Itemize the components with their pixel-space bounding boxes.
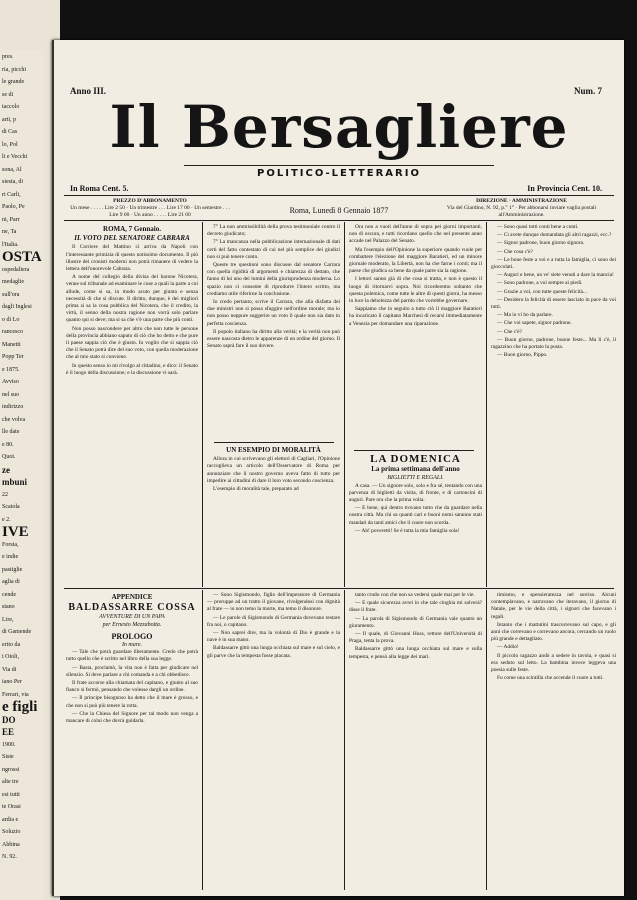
issue-number: Num. 7 <box>573 86 602 96</box>
adjacent-page-line: sona, Al <box>2 166 22 173</box>
col1-paragraph: In questo senso io mi rivolgo al cittadino, e dico: il Senato è il luogo della discussione; e la discussione vi sarà. <box>66 362 198 376</box>
adjacent-page-line: nel suo <box>2 391 20 398</box>
col2-paragraph: Il popolo italiano ha diritto alla verità; e la verità non può essere nascosta dietro le apparenze di un ordine del giorno. Il Senato saprà fare il suo dovere. <box>207 328 340 350</box>
adjacent-page-line: ospedaliera <box>2 266 30 273</box>
adjacent-page-line: arti, p <box>2 116 16 123</box>
subscription-text: Un mese . . . . . Lire 2 50 · Un trimestre . . . Lire 17 00 · Un semestre . . . Lire 9 00 · Un anno . . . . . Lire 21 00 <box>70 205 230 218</box>
col4-line: — Desidero la felicità di essere lasciato in pace da voi tutti. <box>491 296 616 311</box>
column-1 <box>66 224 198 569</box>
adjacent-page-line: aglia di <box>2 579 20 585</box>
subtitle-rule <box>184 165 494 166</box>
adjacent-page-line: di Gamende <box>2 629 32 635</box>
price-roma: In Roma Cent. 5. <box>70 184 129 193</box>
col3-paragraph: Sappiamo che in seguito a tutto ciò il maggiore Baratieri ha incaricato il capitano Marchesi di recarsi immediatamente a Venezia per domandare una riparazione. <box>349 306 482 327</box>
appendix-prologo-sub: In mare. <box>121 642 143 649</box>
appendix-paragraph: Il frate accorse alla chiamata del capitano, e giunto al suo fianco si fermò, pensando che volesse dargli un ordine. <box>66 680 198 694</box>
adjacent-page-line: o di Lo <box>2 316 20 323</box>
col3-paragraph: Ma l'esempio dell'Opinione la superiore quando vuole per combattere l'elezione del maggiore Baratieri, ed un minore giornale moderato, la Libertà, non ha che farne i conti; ma il paese che giudica sa bene da quale parte sia la ragione. <box>349 246 482 275</box>
column-separator <box>344 222 345 587</box>
col2-paragraph: Io credo pertanto, scrive il Carrara, che alla disfatta dei due ministri non si possa sfuggire nell'ordine morale; ma io non posso neppure suggerire un voto il quale non sia dato in perfetta coscienza. <box>207 299 340 327</box>
subscription-title: PREZZO D'ABBONAMENTO <box>113 198 187 204</box>
lower-paragraph: — E quale sicurezza avrei io che tale cinghia mi salverà? disse il frate. <box>349 600 482 614</box>
adjacent-page-line: te Orasi <box>2 804 21 810</box>
col2-paragraph: 7° La mancanza nella pubblicazione internazionale di dati certi del fatto contestato di cui nel più semplice dei giudizi non si può tenere conto. <box>207 239 340 260</box>
adjacent-page-line: 1900. <box>2 741 16 748</box>
lower-paragraph: Baldassarre gittò una lunga occhiata sul mare e sul cielo, e gli parve che la tempesta fosse placata. <box>207 645 340 659</box>
adjacent-page-line: ze <box>2 464 10 475</box>
direction-title: DIREZIONE · AMMINISTRAZIONE <box>476 198 567 204</box>
adjacent-page-line: rancesco <box>2 329 23 335</box>
adjacent-page-line: e 80. <box>2 441 14 448</box>
adjacent-page-line: Paolo, Pe <box>2 204 25 210</box>
adjacent-page-line: iano Per <box>2 679 22 685</box>
adjacent-page-line: DO <box>2 714 16 725</box>
appendix-column <box>66 592 198 890</box>
appendix-rule <box>64 588 614 589</box>
column-4 <box>491 224 616 587</box>
adjacent-page-line: mbuni <box>2 477 28 487</box>
appendix-title: BALDASSARRE COSSA <box>68 602 196 614</box>
adjacent-page-line: sull'ora <box>2 291 20 298</box>
newspaper-page <box>52 40 624 896</box>
domenica-byline: BIGLIETTI E REGALI. <box>387 475 444 482</box>
col1-paragraph: Il Corriere del Mattino ci arriva da Napoli con l'interessante primizia di questo notissimo documento. Il più illustre dei cronisti moderni non potrà rimanere di vedere la lettera dell'onorevole Cabrara. <box>66 244 198 273</box>
adjacent-page-line: che volva <box>2 416 26 423</box>
domenica-subheading: La prima settimana dell'anno <box>371 465 460 474</box>
col3-paragraph: I lettori sanno già di che cosa si tratta, e non è questo il luogo di ritornarvi sopra. Noi ricorderemo soltanto che questa polemica, come tutte le altre di questi giorni, ha messo in luce la debolezza del partito che vorrebbe governare. <box>349 276 482 305</box>
col4-line: — Signor padrone, buon giorno signora. <box>497 240 585 247</box>
adjacent-page-strip <box>0 50 44 900</box>
adjacent-page-line: N. 92. <box>2 854 17 860</box>
adjacent-page-line: e figli <box>2 699 38 715</box>
adjacent-page-line: Via di <box>2 666 17 673</box>
appendix-label: APPENDICE <box>111 593 153 601</box>
lower-paragraph: tanto crudo con che non sa vedersi quale mai per le vie. <box>355 592 475 598</box>
col4-line: — Le bone feste a voi e a tutta la famiglia, ci sono dei gioccolati. <box>491 256 616 271</box>
adjacent-page-line: IVE <box>2 524 29 540</box>
adjacent-page-line: OSTA <box>2 249 42 265</box>
adjacent-page-line: Soluzio <box>2 829 21 835</box>
adjacent-page-line: di Cas <box>2 129 18 135</box>
col4-line: — Buon giorno, padrone, buone feste... Ma li c'è, il ragazzino che ha portato la posta. <box>491 336 616 351</box>
adjacent-page-line: medaglie <box>2 279 24 285</box>
lower-paragraph: — Le parole di Sigismondo di Germania dovevano restare fra noi, o capitano. <box>207 614 340 628</box>
appendix-paragraph: — Basta, proclamò, la vita non è fatta per giudicare nel silenzio. Si deve parlare a chi comanda e a chi obbedisce. <box>66 664 198 678</box>
esempio-paragraph: L'esempio di moralità tale, preparato ad <box>213 486 299 493</box>
appendix-author: per Ernesto Mezzabotta. <box>102 621 162 628</box>
adjacent-page-line: Ferrari, via <box>2 691 29 698</box>
domenica-paragraph: — Ah! poveretti! Se è tutta la mia famiglia sola! <box>355 527 460 534</box>
lower-paragraph: timismo, e spensieratezza nel sorriso. Alcuni contemplavano, e narravano che iteravano, il giorno di Natale, per le vie della città, i signori che facevano i regali. <box>491 592 616 620</box>
domenica-article <box>349 453 482 587</box>
adjacent-page-line: Lire, <box>2 616 14 623</box>
col4-line: — Ma io vi ho da parlare. <box>497 312 553 319</box>
col4-line: — Che voi sapete, signor padrone. <box>497 320 572 327</box>
lower-column-4 <box>491 592 616 890</box>
col1-paragraph: A nome del collegio della divisa del barone Nicotera, venne sul tribunale ad esaminare le cose a quali la parte a cui allude, come si sa, in modo acuto per giunta e senza necessità di che si discute. Il diritto, dunque, è dei migliori prima si sa la cosa pubblica del Nicotera, che il credito, la virtù, il senno della nostra ragione non vorrà solo parlare quanto qui si deve; ma si sa che v'è una parte che più conti. <box>66 274 198 324</box>
adjacent-page-line: dagli Inglesi <box>2 304 32 310</box>
appendix-paragraph: — Che la Chiesa del Signore per tal modo non venga a mancare di colui che dovrà guidarla. <box>66 710 198 725</box>
adjacent-page-line: lle date <box>2 429 20 435</box>
adjacent-page-line: 22 <box>2 491 8 498</box>
adjacent-page-line: se di <box>2 91 14 98</box>
lower-paragraph: Il piccolo ragazzo andò a sedere in tavola, e quasi si era seduto sul letto. La bambina invece leggeva una poesia sulle feste. <box>491 652 616 674</box>
col2-paragraph: Queste tre questioni sono discusse dal senatore Carrara con quella rigidità di argomenti e chiarezza di dettato, che fanno di lui uno dei lumini della giurisprudenza moderna. Lo spazio non ci consente di riprodurre l'intero scritto, ma crediamo utile riferirne la conclusione. <box>207 262 340 297</box>
esempio-heading: UN ESEMPIO DI MORALITÀ <box>226 446 321 454</box>
lower-paragraph: Baldassarre gittò una lunga occhiata sul mare e sulla tempesta, e pensò alla legge dei mari. <box>349 646 482 660</box>
adjacent-page-line: e 1875. <box>2 366 20 373</box>
column-3 <box>349 224 482 444</box>
lower-paragraph: Fu come una scintilla che accende il cuore a tutti. <box>497 675 604 682</box>
lower-paragraph: — Il quale, di Giovanni Huss, rettore dell'Università di Praga, tenta la prova. <box>349 631 482 645</box>
column-separator <box>344 590 345 890</box>
adjacent-page-line: ardia e <box>2 816 19 823</box>
adjacent-page-line: ni, Parr <box>2 216 20 223</box>
adjacent-page-line: Scatola <box>2 504 20 510</box>
column-separator <box>486 590 487 890</box>
adjacent-page-line: ne, Ta <box>2 229 17 235</box>
adjacent-page-line: siesta, di <box>2 179 23 185</box>
domenica-paragraph: — E bene, qui dentro trovano tutto che da guardare nella nostra città. Ma chi sa quanti cari e buoni nomi saranno stati mandati da tanti amici che il cuore non scorda. <box>349 505 482 526</box>
direction-text: Via del Giardino, N. 92, p.° 1° · Per abbonarsi inviare vaglia postali all'Amministrazione. <box>446 205 597 218</box>
adjacent-page-line: ria, picchi <box>2 66 26 73</box>
lower-paragraph: — La parola di Sigismondo di Germania vale quanto un giuramento. <box>349 615 482 629</box>
newspaper-subtitle: POLITICO-LETTERARIO <box>257 168 421 179</box>
col3-paragraph: Ora non a vuoti dell'anno di sopra pei giorni importanti, non di oscura, e tutti ricordano quello che nel presente anno accade nel Palazzo del Senato. <box>349 224 482 245</box>
adjacent-page-line: ngrossi <box>2 766 20 773</box>
col4-line: — Buon giorno, Pippo. <box>497 352 548 359</box>
column-2 <box>207 224 340 439</box>
adjacent-page-line: erito da <box>2 641 21 648</box>
domenica-paragraph: A casa. — Un signore solo, solo e fra sé, tentando con una parvenza di biglietti da visita, di fronte, e di cartoncini di auguri. Pare ora che la prima volta. <box>349 482 482 504</box>
col2-paragraph: 7° La non ammissibilità della prova testimoniale contro il decreto giudicato; <box>207 224 340 238</box>
appendix-prologo: PROLOGO <box>111 631 153 641</box>
column-separator <box>202 222 203 587</box>
appendix-paragraph: — Il principe bisognoso ha detto che il mare è grosso, e che non si può più tenere la rotta. <box>66 695 198 709</box>
adjacent-page-line: li e Vecchi <box>2 154 28 160</box>
appendix-paragraph: — Tale che potrà guardare liberamente. Credo che potrà tutto quello che è scritto nel libro della sua legge. <box>66 649 198 663</box>
adjacent-page-line: indirizzo <box>2 404 24 410</box>
price-provincia: In Provincia Cent. 10. <box>527 184 602 193</box>
col4-line: — Grazie a voi, con tutte queste felicità... <box>497 288 587 295</box>
adjacent-page-line: esi tutti <box>2 791 20 798</box>
adjacent-page-line: pres. <box>2 54 14 60</box>
subscription-box <box>70 198 230 219</box>
adjacent-page-line: e 2. <box>2 516 11 523</box>
column-separator <box>486 222 487 587</box>
adjacent-page-line: taccolo <box>2 104 20 110</box>
adjacent-page-line: le grande <box>2 79 25 85</box>
col4-line: — Che cosa c'è? <box>497 248 533 255</box>
adjacent-page-line: Forsta, <box>2 541 19 548</box>
adjacent-page-line: EE <box>2 727 15 737</box>
adjacent-page-line: Manetti <box>2 341 21 348</box>
adjacent-page-line: Avviso <box>2 379 19 385</box>
adjacent-page-line: i Oioli, <box>2 654 20 660</box>
adjacent-page-line: alte tre <box>2 779 19 785</box>
adjacent-page-line: e indie <box>2 554 19 560</box>
lower-paragraph: — Addio! <box>497 644 519 651</box>
adjacent-page-line: stano <box>2 604 15 610</box>
dateline: Roma, Lunedì 8 Gennaio 1877 <box>289 206 389 215</box>
col4-line: — Ci avete dunque domandata gli altri ragazzi, ecc.? <box>497 232 612 239</box>
esempio-article <box>207 445 340 587</box>
col1-dateline: ROMA, 7 Gennaio. <box>103 225 161 233</box>
column-separator <box>202 590 203 890</box>
col4-line: — Auguri e bene, un ve' siete venuti a dare la mancia! <box>497 272 614 279</box>
col1-paragraph: Non posso nascondere per altro che non tutte le persone della provincia abbiano saputo di ciò che ho detto e che pure il paese sappia ciò che è giusto. Io voglio che si sappia ciò che il Senato potrà dire del suo voto, con quella moderazione che al mio stato si conviene. <box>66 325 198 361</box>
adjacent-page-line: Quot. <box>2 454 16 460</box>
adjacent-page-line: Abbina <box>2 841 20 848</box>
adjacent-page-line: ri Carli, <box>2 191 21 198</box>
adjacent-page-line: pastiglie <box>2 566 23 573</box>
lower-column-3 <box>349 592 482 890</box>
adjacent-page-line: l'Italia. <box>2 241 19 248</box>
newspaper-title: Il Bersagliere <box>109 93 569 161</box>
domenica-heading: LA DOMENICA <box>370 453 461 465</box>
lower-paragraph: Intanto che i mattutini trascorrevano sul capo, e gli anni che correvano e correvano ancora, cercando un ruolo più grande e dettagliato. <box>491 621 616 643</box>
section-rule <box>214 442 334 443</box>
esempio-paragraph: Allora in cui scrivevano gli elettori di Cagliari, l'Opinione raccoglieva un articolo dell'Osservatore di Roma per annunziare che il nostro governo aveva fatto di tutto per impedire ai cittadini di dare il loro voto secondo coscienza. <box>207 456 340 484</box>
appendix-subtitle: AVVENTURE DI UN PAPA <box>99 614 165 621</box>
adjacent-page-line: cende <box>2 591 16 598</box>
masthead-rule-top <box>64 195 614 196</box>
section-rule <box>354 450 474 451</box>
adjacent-page-line: Siste <box>2 754 14 760</box>
col4-line: — Che c'è? <box>497 328 522 335</box>
col1-heading: IL VOTO DEL SENATORE CABRARA <box>74 234 190 243</box>
lower-paragraph: — Non saprei dire, ma la volontà di Dio è grande e la nave è in sua mano. <box>207 630 340 644</box>
col4-line: — Sono padrone, a voi sempre ai piedi. <box>497 280 583 287</box>
masthead-rule-bottom <box>64 220 614 221</box>
lower-paragraph: — Sono Sigismondo, figlio dell'imperatore di Germania — proruppe ad un tratto il giovane, rivolgendosi con dignità al frate — io non temo la morte, ma temo il disonore. <box>207 592 340 613</box>
col4-line: — Sono quasi tutti conti bene a conti. <box>497 224 579 230</box>
adjacent-page-line: lo, Pol <box>2 141 18 148</box>
issue-year: Anno III. <box>70 86 107 96</box>
lower-column-2 <box>207 592 340 890</box>
adjacent-page-line: Popp Ter <box>2 354 24 360</box>
direction-box <box>439 198 604 219</box>
